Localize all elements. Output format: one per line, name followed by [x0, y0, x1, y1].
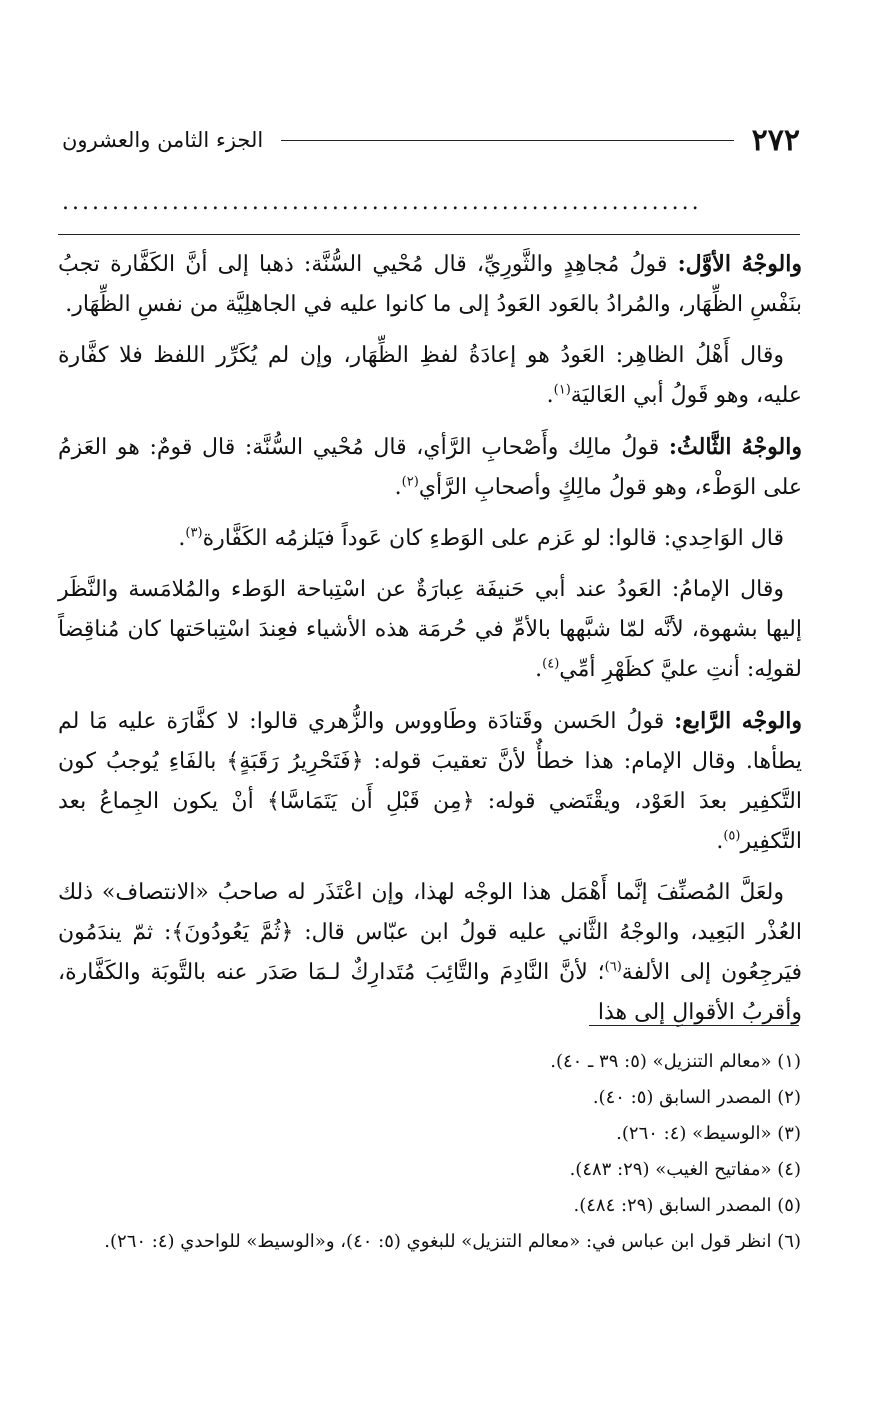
paragraph-imam: [58, 570, 802, 690]
paragraph-tail: .: [394, 475, 402, 500]
footnote-marker: (٢): [401, 474, 419, 490]
paragraph-tail: ؛ لأنَّ النَّادِمَ والتَّائِبَ مُتَدارِكٌ لـمَا صَدَر عنه بالتَّوبَة والكَفَّارة، وأقربُ الأقوالِ إلى هذا: [58, 960, 802, 1025]
paragraph-text: قولُ الحَسن وقَتادَة وطَاووس والزُّهري قالوا: لا كفَّارَة عليه مَا لم يطأها. وقال الإمام: هذا خطأٌ لأنَّ تعقيبَ قوله: ﴿فَتَحْرِيرُ رَقَبَةٍ﴾ بالفَاءِ يُوجبُ كون التَّكفِير بعدَ العَوْد، ويقْتَضي قوله: ﴿مِن قَبْلِ أَن يَتَمَاسَّا﴾ أنْ يكون الجِماعُ بعد التَّكفِير: [58, 709, 802, 854]
footnote: (٤) «مفاتيح الغيب» (٢٩: ٤٨٣).: [569, 1159, 801, 1180]
paragraph-heading: والوجْهُ الثَّالثُ:: [668, 434, 802, 460]
paragraph-heading: والوجْه الرَّابع:: [674, 708, 802, 734]
footnote: (٥) المصدر السابق (٢٩: ٤٨٤).: [573, 1195, 801, 1216]
paragraph-text: قال الوَاحِدي: قالوا: لو عَزم على الوَطءِ كان عَوداً فيَلزمُه الكَفَّارة: [202, 526, 784, 551]
footnote: (٦) انظر قول ابن عباس في: «معالم التنزيل» للبغوي (٥: ٤٠)، و«الوسيط» للواحدي (٤: ٢٦٠).: [104, 1231, 801, 1252]
paragraph-tail: .: [178, 526, 186, 551]
page-number: ٢٧٢: [751, 122, 800, 158]
paragraph-text: قولُ مُجاهِدٍ والثَّورِيِّ، قال مُحْيي السُّنَّة: ذهبا إلى أنَّ الكَفَّارة تجبُ بنَفْسِ الظِّهَار، والمُرادُ بالعَود العَودُ إلى ما كانوا عليه في الجاهلِيَّة من نفسِ الظِّهَار.: [58, 252, 802, 317]
paragraph-text: ولعَلَّ المُصنِّفَ إنَّما أَهْمَل هذا الوجْه لهذا، وإن اعْتَذَر له صاحبُ «الانتصاف» ذلك العُذْر البَعِيد، والوجْهُ الثَّاني عليه قولُ ابن عبّاس قال: ﴿ثُمَّ يَعُودُونَ﴾: ثمّ يندَمُون فيَرجِعُون إلى الألفة: [58, 880, 803, 985]
paragraph-fourth-view: [58, 701, 802, 862]
header-rule: [281, 140, 733, 141]
footnote: (٣) «الوسيط» (٤: ٢٦٠).: [616, 1123, 801, 1144]
footnote: (٢) المصدر السابق (٥: ٤٠).: [592, 1087, 801, 1108]
main-text: [58, 244, 802, 1044]
paragraph-zahiri-view: [58, 336, 802, 416]
footnote-marker: (٤): [542, 656, 560, 672]
paragraph-heading: والوجْهُ الأوَّل:: [677, 251, 802, 277]
text-top-rule: [58, 234, 800, 235]
footnote-marker: (١): [553, 382, 571, 398]
paragraph-text: قولُ مالِك وأَصْحابِ الرَّأي، قال مُحْيي السُّنَّة: قال قومٌ: هو العَزمُ على الوَطْء، وهو قولُ مالِكٍ وأصحابِ الرَّأي: [58, 435, 802, 500]
footnote-rule: [589, 1025, 799, 1026]
paragraph-tail: .: [716, 829, 724, 854]
footnote: (١) «معالم التنزيل» (٥: ٣٩ ـ ٤٠).: [550, 1051, 801, 1072]
footnote-marker: (٣): [185, 525, 203, 541]
paragraph-author-note: [58, 873, 802, 1033]
paragraph-tail: .: [535, 657, 543, 682]
paragraph-tail: .: [546, 383, 554, 408]
running-title: الجزء الثامن والعشرون: [62, 128, 264, 152]
paragraph-first-view: [58, 244, 802, 325]
page-header: [62, 118, 800, 162]
dotted-separator: ................................................................: [62, 190, 702, 214]
footnotes: [81, 1044, 801, 1260]
paragraph-text: وقال أَهْلُ الظاهِر: العَودُ هو إعادَةُ لفظِ الظِّهَار، وإن لم يُكَرِّر اللفظ فلا كفَّارة عليه، وهو قَولُ أبي العَاليَة: [58, 343, 802, 408]
paragraph-wahidi: [58, 519, 802, 559]
footnote-marker: (٦): [604, 959, 622, 975]
paragraph-text: وقال الإمامُ: العَودُ عند أبي حَنيفَة عِبارَةٌ عن اسْتِباحة الوَطء والمُلامَسة والنَّظَر إليها بشهوة، لأنَّه لمّا شبَّهها بالأمِّ في حُرمَة هذه الأشياء فعِندَ اسْتِباحَتها كان مُناقِضاً لقولِه: أنتِ عليَّ كظَهْرِ أمِّي: [58, 577, 802, 682]
paragraph-third-view: [58, 427, 802, 508]
footnote-marker: (٥): [723, 828, 741, 844]
